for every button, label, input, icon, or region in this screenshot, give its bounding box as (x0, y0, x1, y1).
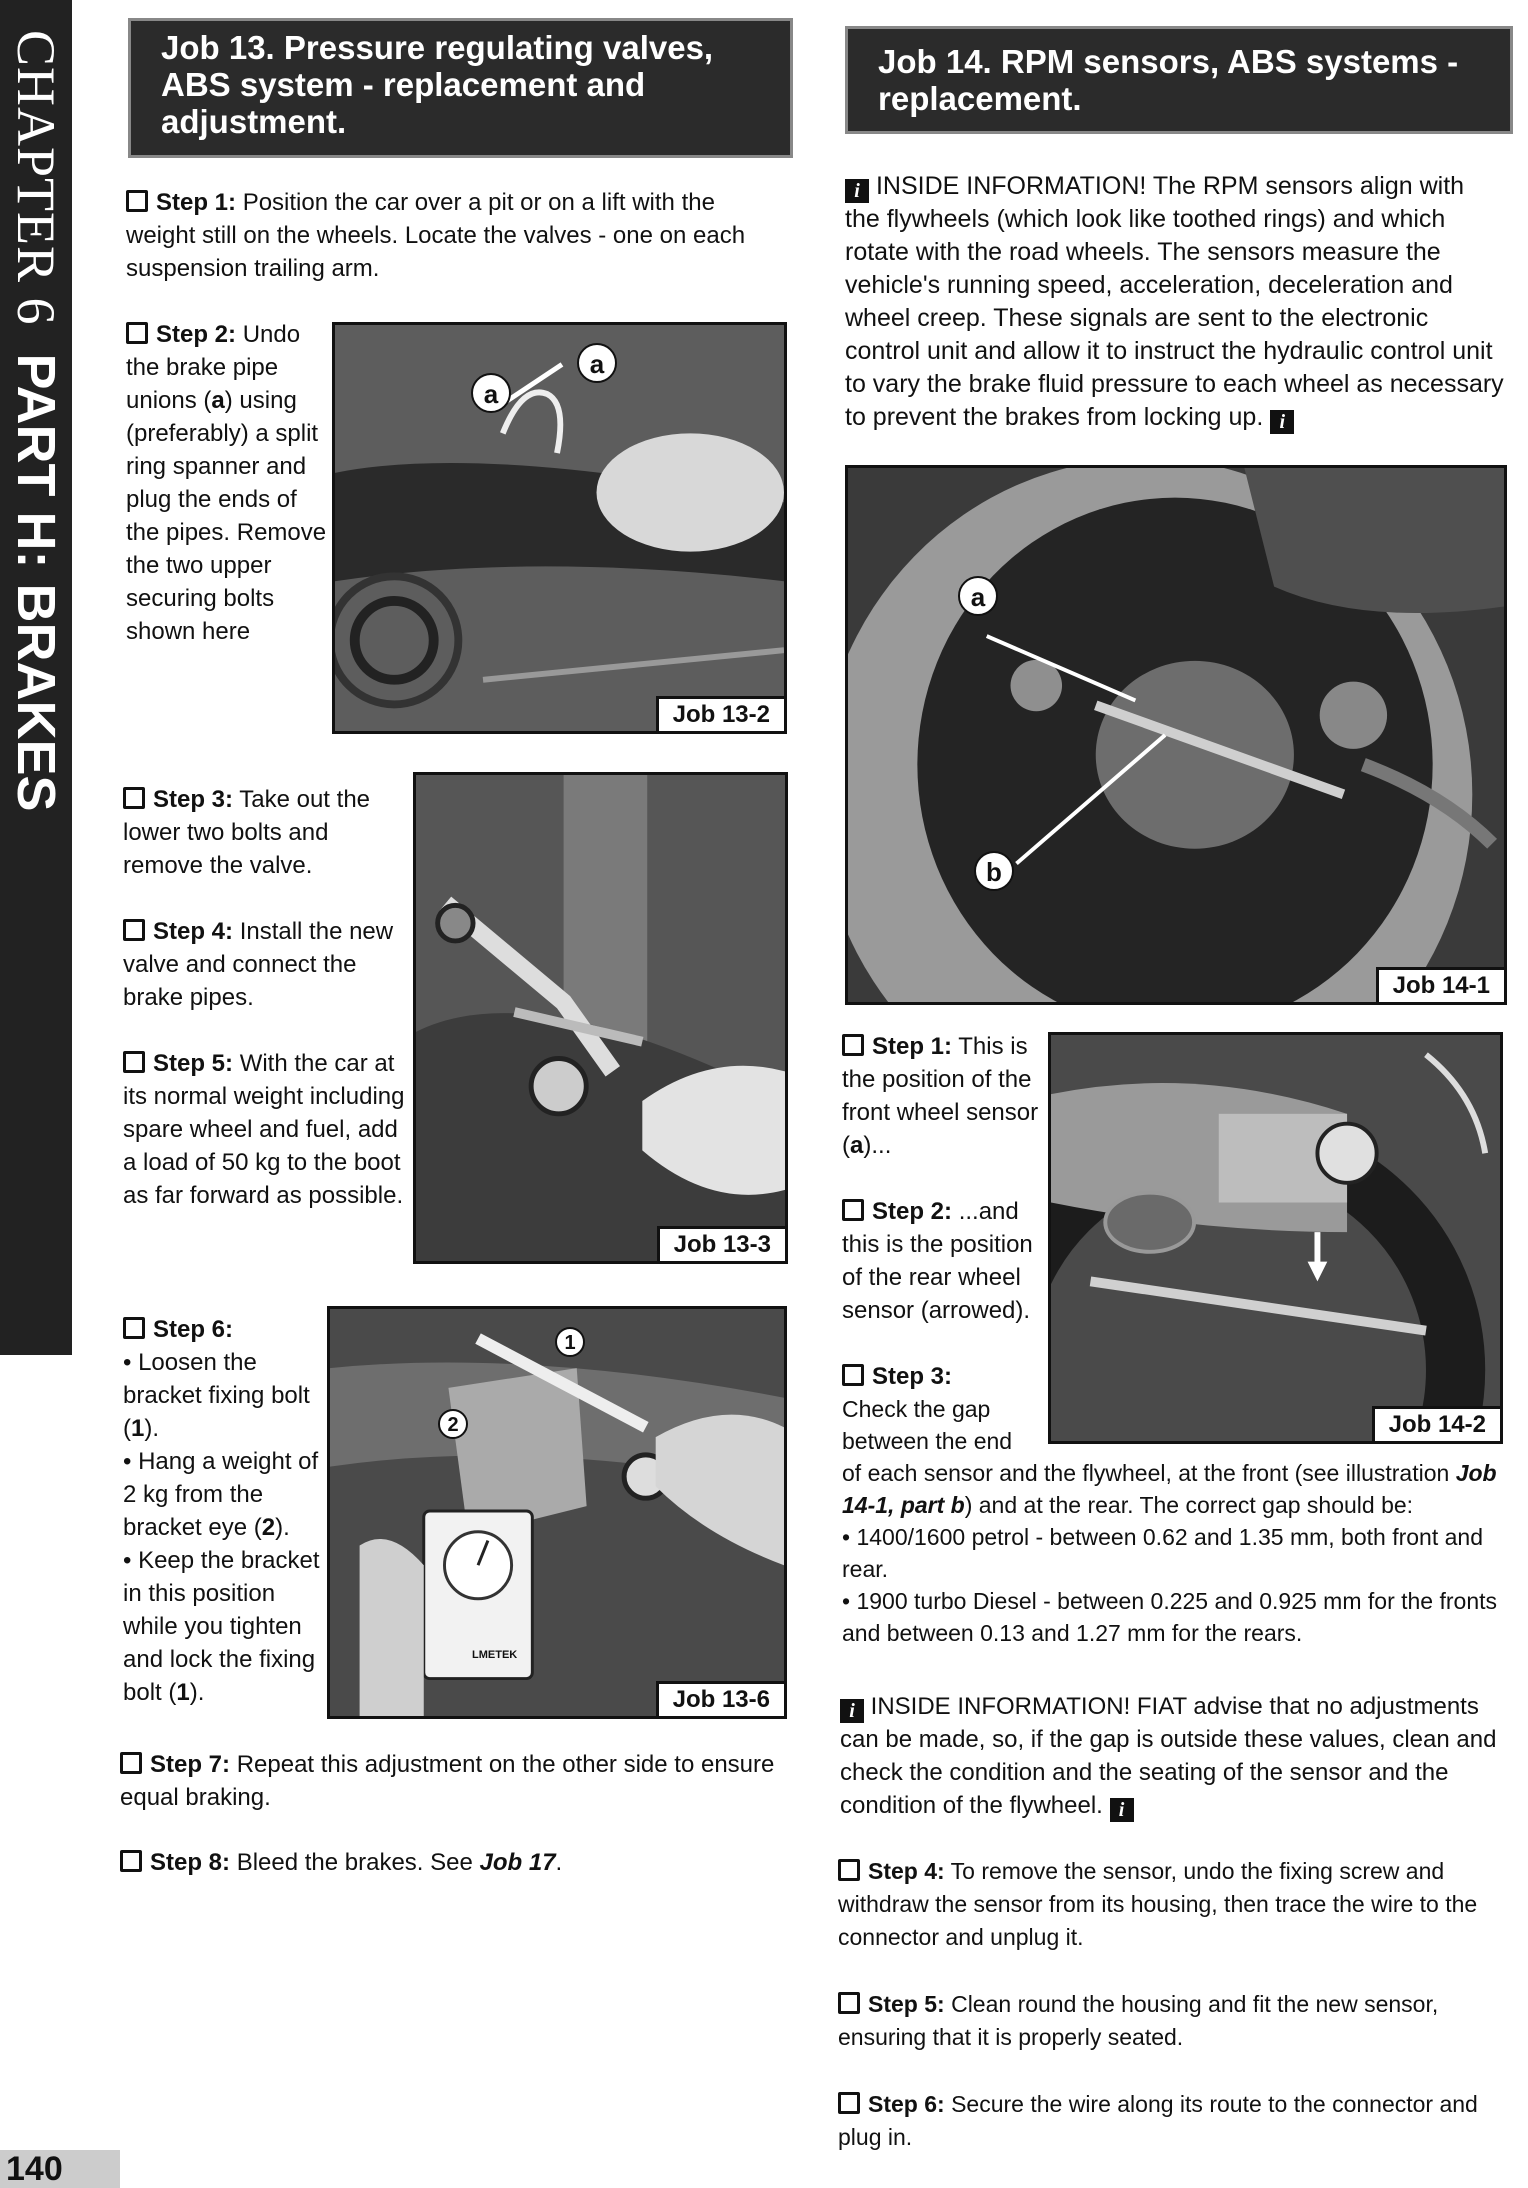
part-label: PART H: BRAKES (6, 353, 66, 812)
step-text: Secure the wire along its route to the connector and plug in. (838, 2091, 1478, 2150)
ref-2: 2 (261, 1514, 276, 1541)
photo-job13-3 (413, 772, 788, 1264)
job13-step2 (126, 318, 331, 648)
bullet-text: Keep the bracket in this position while you tighten and lock the fixing bolt ( (123, 1547, 320, 1706)
step-label: Step 4: (153, 918, 234, 945)
checkbox-icon[interactable] (838, 1992, 860, 2014)
job13-step3 (123, 783, 413, 882)
info-icon: i (840, 1699, 864, 1723)
photo-caption: Job 14-2 (1372, 1406, 1500, 1441)
callout-1: 1 (555, 1327, 585, 1357)
callout-b: b (974, 851, 1014, 891)
step-text: Position the car over a pit or on a lift with the weight still on the wheels. Locate the valves - one on each suspension trailing arm. (126, 189, 746, 282)
step-label: Step 2: (872, 1198, 953, 1225)
ref-1: 1 (131, 1415, 145, 1442)
checkbox-icon[interactable] (842, 1034, 864, 1056)
chapter-label: CHAPTER 6 (6, 30, 66, 326)
checkbox-icon[interactable] (842, 1364, 864, 1386)
chapter-sidebar (0, 0, 72, 1355)
checkbox-icon[interactable] (838, 2092, 860, 2114)
meter-label: LMETEK (472, 1649, 518, 1661)
step-label: Step 6: (153, 1316, 234, 1343)
photo-job13-2 (332, 322, 787, 734)
job13-step1 (126, 186, 766, 285)
step-text: Repeat this adjustment on the other side to ensure equal braking. (120, 1751, 775, 1811)
job14-step3-head (842, 1360, 1037, 1393)
page-number: 140 (0, 2150, 120, 2188)
job14-step6 (838, 2088, 1508, 2154)
step-text: Install the new valve and connect the brake pipes. (123, 918, 394, 1011)
job14-step2 (842, 1195, 1047, 1327)
step3-text: ) and at the rear. The correct gap should be: (964, 1492, 1414, 1518)
checkbox-icon[interactable] (838, 1859, 860, 1881)
step-label: Step 5: (868, 1991, 945, 2017)
job14-title: Job 14. RPM sensors, ABS systems - replacement. (845, 26, 1513, 134)
ref-a: a (211, 387, 225, 414)
bullet-text: Hang a weight of 2 kg from the bracket eye ( (123, 1448, 319, 1541)
step-text: ) using (preferably) a split ring spanner and plug the ends of the pipes. Remove the two upper securing bolts shown here (126, 387, 327, 645)
step-text: Undo the brake pipe unions ( (126, 321, 301, 414)
bullet-text: Loosen the bracket fixing bolt ( (123, 1349, 310, 1442)
info-icon: i (845, 179, 869, 203)
bullet-item: • 1900 turbo Diesel - between 0.225 and 0.925 mm for the fronts and between 0.13 and 1.27 mm for the rears. (842, 1585, 1507, 1649)
checkbox-icon[interactable] (120, 1752, 142, 1774)
bullet-item (123, 1346, 328, 1445)
photo-caption: Job 13-2 (656, 696, 784, 731)
job14-info1 (845, 170, 1505, 434)
step-text: . (555, 1849, 563, 1876)
info-icon: i (1270, 410, 1294, 434)
step-text: To remove the sensor, undo the fixing screw and withdraw the sensor from its housing, then trace the wire to the connector and unplug it. (838, 1858, 1478, 1950)
step3-intro-head: Check the gap between the end (842, 1396, 1013, 1454)
photo-image (848, 468, 1504, 1002)
photo-image (1051, 1035, 1500, 1441)
sidebar-text (6, 30, 66, 812)
step-label: Step 8: (150, 1849, 231, 1876)
checkbox-icon[interactable] (126, 190, 148, 212)
step-text: ...and this is the position of the rear wheel sensor (arrowed). (842, 1198, 1033, 1324)
checkbox-icon[interactable] (123, 1317, 145, 1339)
step3-intro (842, 1393, 1507, 1486)
photo-image (335, 325, 784, 731)
info-text: INSIDE INFORMATION! The RPM sensors align with the flywheels (which look like toothed rings) and which rotate with the road wheels. The sensors measure the vehicle's running speed, acceleration, deceleration and wheel creep. These signals are sent to the electronic control unit and allow it to instruct the hydraulic control unit to vary the brake fluid pressure to each wheel as necessary to prevent the brakes from locking up. (845, 172, 1504, 431)
checkbox-icon[interactable] (842, 1199, 864, 1221)
job13-step7 (120, 1748, 790, 1814)
photo-job14-2 (1048, 1032, 1503, 1444)
step-label: Step 2: (156, 321, 237, 348)
callout-2: 2 (438, 1409, 468, 1439)
job14-step1 (842, 1030, 1047, 1162)
job13-step6 (123, 1313, 328, 1709)
job13-step5 (123, 1047, 413, 1212)
bullet-text: ). (189, 1679, 205, 1706)
illustration-ref[interactable]: Job 14-1, part b (842, 1460, 1497, 1518)
checkbox-icon[interactable] (123, 787, 145, 809)
callout-a-left: a (471, 373, 511, 413)
ref-1: 1 (176, 1679, 190, 1706)
bullet-item (123, 1445, 328, 1544)
step-label: Step 7: (150, 1751, 231, 1778)
photo-job14-1 (845, 465, 1507, 1005)
step-label: Step 3: (872, 1363, 953, 1390)
callout-a: a (958, 576, 998, 616)
job14-info2 (840, 1690, 1505, 1822)
info-icon: i (1110, 1798, 1134, 1822)
job13-title: Job 13. Pressure regulating valves, ABS system - replacement and adjustment. (128, 18, 793, 158)
job14-step5 (838, 1988, 1508, 2054)
step-text: Bleed the brakes. See (236, 1849, 480, 1876)
checkbox-icon[interactable] (123, 1051, 145, 1073)
step-text: This is the position of the front wheel sensor ( (842, 1033, 1039, 1159)
step-text: With the car at its normal weight including spare wheel and fuel, add a load of 50 kg to the boot as far forward as possible. (123, 1050, 405, 1209)
bullet-item: • 1400/1600 petrol - between 0.62 and 1.35 mm, both front and rear. (842, 1521, 1507, 1585)
ref-a: a (850, 1132, 864, 1159)
step-label: Step 3: (153, 786, 234, 813)
bullet-text: ). (275, 1514, 290, 1541)
step-label: Step 4: (868, 1858, 945, 1884)
step-label: Step 1: (156, 189, 237, 216)
info-text: INSIDE INFORMATION! FIAT advise that no adjustments can be made, so, if the gap is outside these values, clean and check the condition and the seating of the sensor and the condition of the flywheel. (840, 1693, 1497, 1819)
job14-step3-text (842, 1393, 1507, 1649)
job14-step4 (838, 1855, 1508, 1954)
step-label: Step 6: (868, 2091, 945, 2117)
step3-intro-tail: of each sensor and the flywheel, at the front (see illustration (842, 1460, 1456, 1486)
job13-step4 (123, 915, 413, 1014)
photo-image (330, 1309, 784, 1716)
checkbox-icon[interactable] (123, 919, 145, 941)
checkbox-icon[interactable] (126, 322, 148, 344)
checkbox-icon[interactable] (120, 1850, 142, 1872)
step-text: Clean round the housing and fit the new sensor, ensuring that it is properly seated. (838, 1991, 1439, 2050)
step-text: Take out the lower two bolts and remove the valve. (123, 786, 371, 879)
step-label: Step 1: (872, 1033, 953, 1060)
photo-job13-6 (327, 1306, 787, 1719)
bullet-text: ). (144, 1415, 160, 1442)
bullet-item (123, 1544, 328, 1709)
job17-link[interactable]: Job 17 (479, 1849, 556, 1876)
photo-image (416, 775, 785, 1261)
photo-caption: Job 13-6 (656, 1681, 784, 1716)
step-label: Step 5: (153, 1050, 234, 1077)
job13-step8 (120, 1846, 790, 1879)
callout-a-right: a (577, 343, 617, 383)
photo-caption: Job 13-3 (657, 1226, 785, 1261)
photo-caption: Job 14-1 (1376, 967, 1504, 1002)
step-text: )... (863, 1132, 892, 1159)
